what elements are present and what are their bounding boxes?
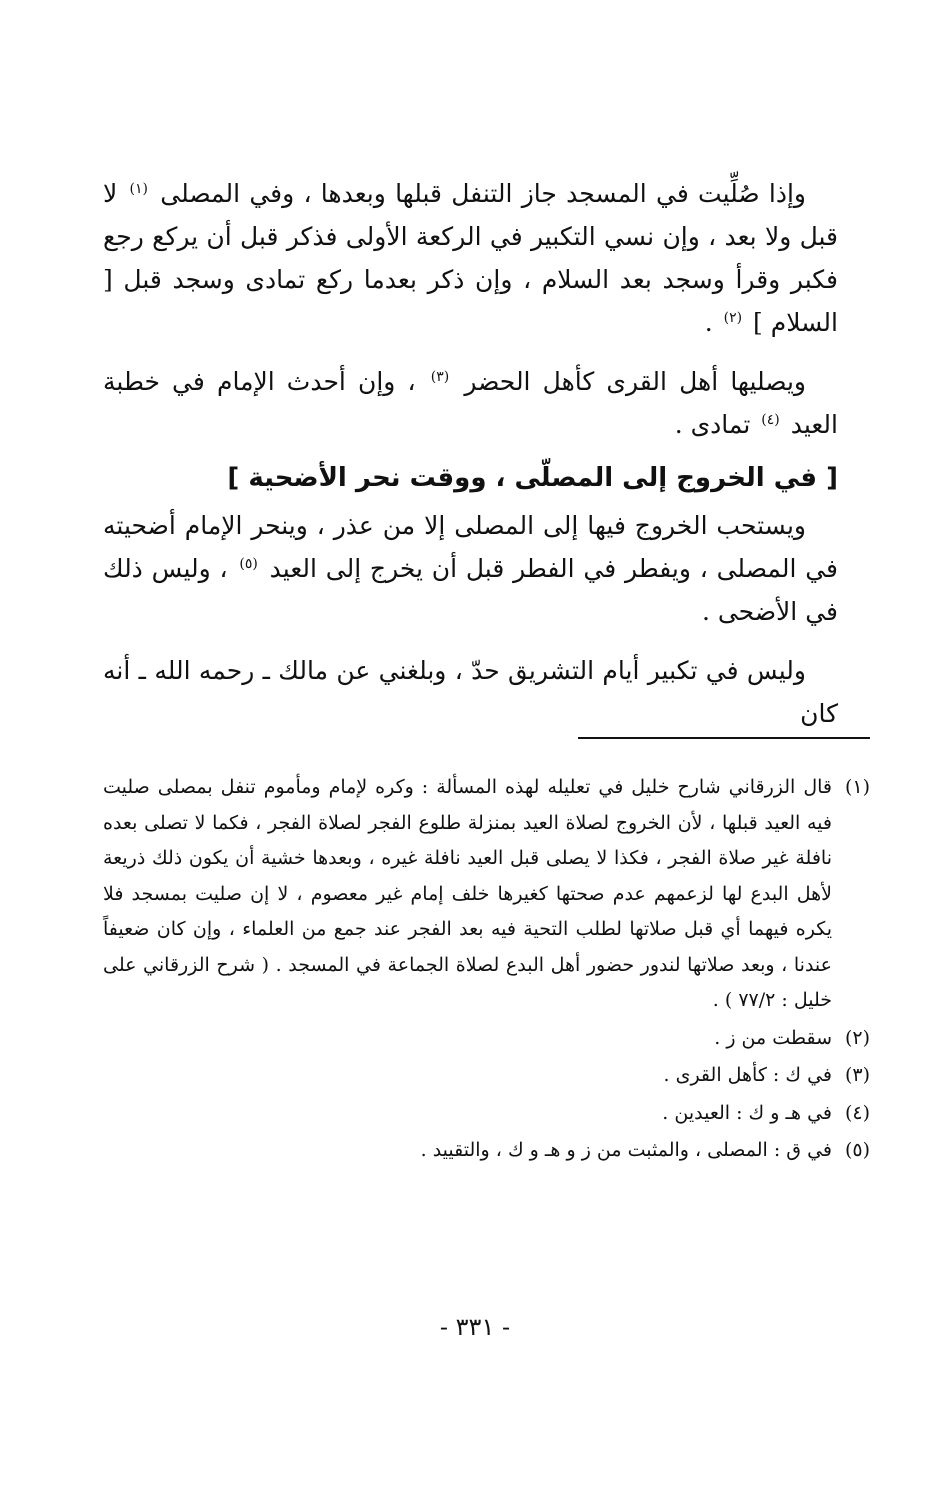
footnote-text: في ق : المصلى ، والمثبت من ز و هـ و ك ، والتقييد . xyxy=(420,1139,832,1161)
footnote-ref-5[interactable]: (٥) xyxy=(239,555,258,572)
paragraph-3 xyxy=(103,504,838,633)
footnote-1 xyxy=(103,770,870,1019)
footnotes xyxy=(103,770,870,1171)
footnote-4 xyxy=(103,1096,870,1132)
paragraph-3-text-a: ويستحب الخروج فيها إلى المصلى إلا من عذر ، وينحر الإمام أضحيته في المصلى ، ويفطر في الفطر قبل أن يخرج إلى العيد xyxy=(103,511,838,583)
footnote-ref-1[interactable]: (١) xyxy=(129,180,148,197)
section-heading: [ في الخروج إلى المصلّى ، ووقت نحر الأضحية ] xyxy=(227,463,838,493)
footnote-text: قال الزرقاني شارح خليل في تعليله لهذه المسألة : وكره لإمام ومأموم تنفل بمصلى صليت فيه العيد قبلها ، لأن الخروج لصلاة العيد بمنزلة طلوع الفجر لصلاة الفجر ، فكما لا تصلى بعده نافلة غير صلاة الفجر ، فكذا لا يصلى قبل العيد نافلة غيره ، وبعدها خشية أن يكون ذلك ذريعة لأهل البدع لها لزعمهم عدم صحتها كغيرها خلف إمام غير معصوم ، لا إن صليت بمسجد فلا يكره فيهما أي قبل صلاتها لطلب التحية فيه بعد الفجر عند جمع من العلماء ، وإن كان ضعيفاً عندنا ، وبعد صلاتها لندور حضور أهل البدع لصلاة الجماعة في المسجد . ( شرح الزرقاني على خليل : ٧٧/٢ ) . xyxy=(103,776,832,1011)
page-number: - ٣٣١ - xyxy=(439,1313,511,1341)
footnote-ref-3[interactable]: (٣) xyxy=(430,368,450,385)
footnote-2 xyxy=(103,1021,870,1057)
footnote-5 xyxy=(103,1133,870,1169)
footnote-number: (٣) xyxy=(844,1064,870,1086)
footnote-ref-4[interactable]: (٤) xyxy=(761,411,780,428)
footnote-3 xyxy=(103,1058,870,1094)
paragraph-4-text: وليس في تكبير أيام التشريق حدّ ، وبلغني عن مالك ـ رحمه الله ـ أنه كان xyxy=(103,656,838,728)
paragraph-2 xyxy=(103,360,838,446)
footnote-number: (٢) xyxy=(844,1026,870,1049)
paragraph-1-text-a: وإذا صُلِّيت في المسجد جاز التنفل قبلها وبعدها ، وفي المصلى xyxy=(160,179,806,208)
main-text xyxy=(103,172,838,751)
footnote-text: سقطت من ز . xyxy=(714,1026,832,1049)
footnote-number: (١) xyxy=(844,776,870,798)
paragraph-2-text-b: ، وإن أحدث الإمام في خطبة العيد xyxy=(103,367,838,439)
footnote-ref-2[interactable]: (٢) xyxy=(723,309,743,326)
paragraph-4 xyxy=(103,649,838,735)
paragraph-1-text-b: لا قبل ولا بعد ، وإن نسي التكبير في الركعة الأولى فذكر قبل أن يركع رجع فكبر وقرأ وسجد بعد السلام ، وإن ذكر بعدما ركع تمادى وسجد قبل [ السلام ] xyxy=(103,179,838,337)
paragraph-3-text-b: ، وليس ذلك في الأضحى . xyxy=(103,554,838,626)
footnote-number: (٤) xyxy=(844,1101,870,1124)
paragraph-2-text-a: ويصليها أهل القرى كأهل الحضر xyxy=(464,367,806,396)
paragraph-1 xyxy=(103,172,838,344)
footnote-number: (٥) xyxy=(844,1139,870,1161)
paragraph-2-text-c: تمادى . xyxy=(674,410,751,439)
paragraph-1-text-c: . xyxy=(704,308,713,337)
footnote-text: في هـ و ك : العيدين . xyxy=(662,1101,832,1124)
footnote-text: في ك : كأهل القرى . xyxy=(663,1064,832,1086)
footnote-separator xyxy=(578,737,870,739)
